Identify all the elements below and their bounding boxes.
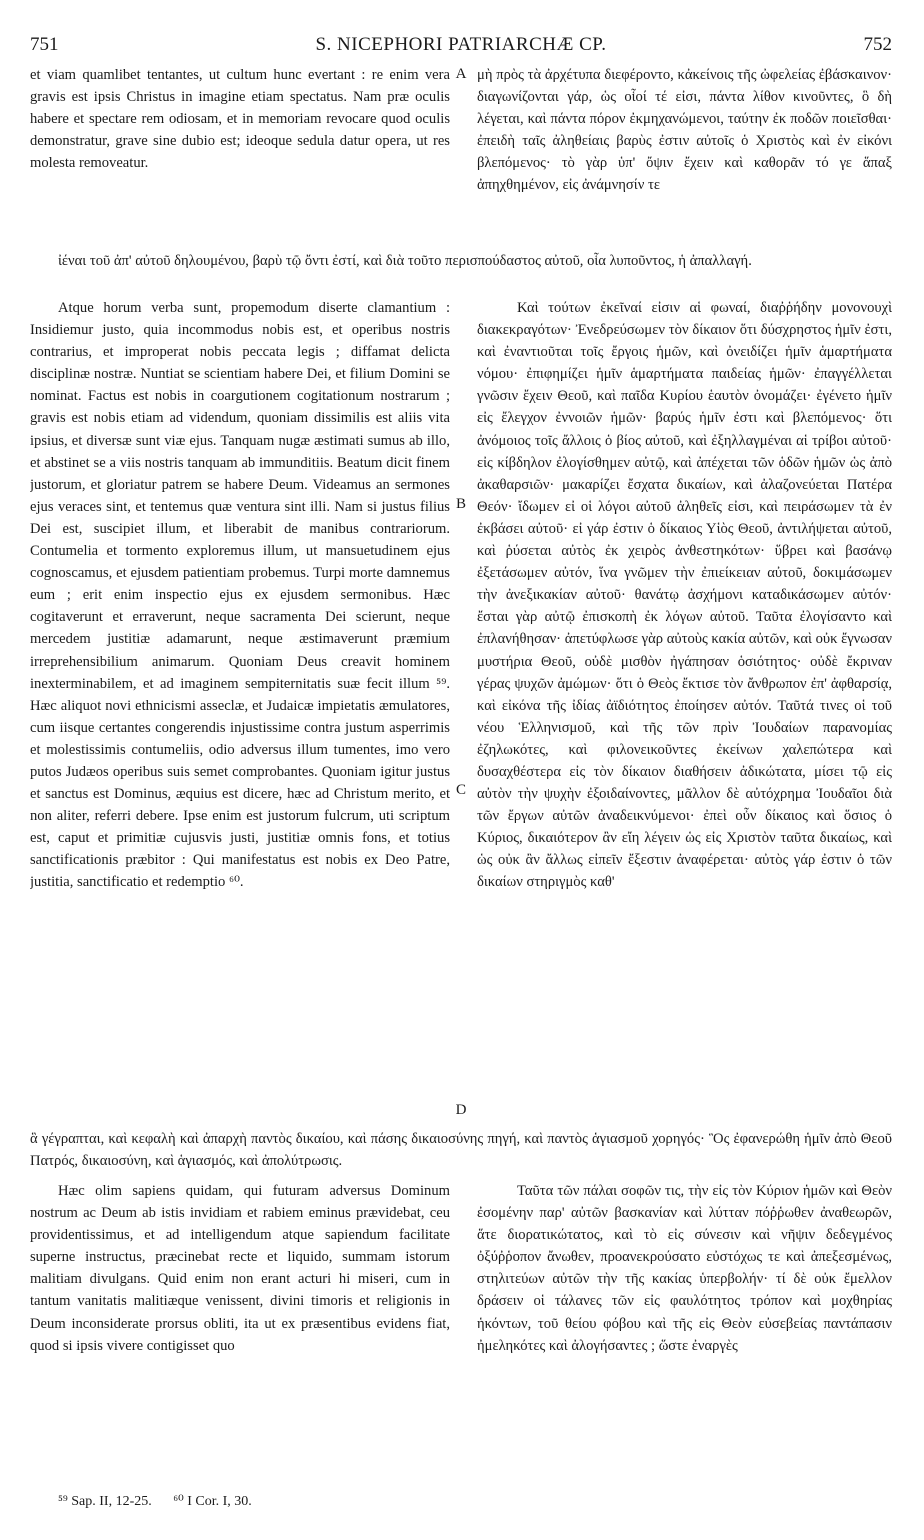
full-width-paragraph-2: ἃ γέγραπται, καὶ κεφαλὴ καὶ ἀπαρχὴ παντὸς δικαίου, καὶ πάσης δικαιοσύνης πηγή, καὶ παντὸς ἁγιασμοῦ χορηγός· Ὃς ἐφανερώθη ἡμῖν ἀπὸ Θεοῦ Πατρός, δικαιοσύνη, καὶ ἁγιασμός, καὶ ἀπολύτρωσις. (30, 1131, 892, 1170)
running-title: S. NICEPHORI PATRIARCHÆ CP. (315, 34, 607, 55)
section-mark-c: C (455, 782, 466, 798)
latin-column-paragraph-1: et viam quamlibet tentantes, ut cultum hunc evertant : re enim vera gravis est ipsis Christus in imagine etiam spectatus. Nam præ oculis habere et spectare rem odiosam, et in memoriam revocare quod oculis demonstratur, grave sine dubio est; ideoque sedula datur opera, ut res molesta removeatur. (30, 67, 450, 172)
page-number-left: 751 (30, 34, 59, 55)
footnote-60: ⁶⁰ I Cor. I, 30. (173, 1494, 252, 1509)
section-mark-b: B (455, 496, 466, 512)
section-mark-d: D (455, 1102, 467, 1118)
greek-column-paragraph-1: μὴ πρὸς τὰ ἀρχέτυπα διεφέροντο, κἀκείνοις τῆς ὠφελείας ἐβάσκαινον· διαγωνίζονται γάρ, ὡς οἷοί τέ εἰσι, πάντα λίθον κινοῦντες, ὃ δὴ λέγεται, καὶ πάντα πόρον ἐκμηχανώμενοι, ταύτην ἐκ ποδῶν ποιεῖσθαι· ἐπειδὴ ταῖς ἀληθείαις βαρὺς ἐστιν αὐτοῖς ὁ Χριστὸς καὶ ἐν εἰκόνι βλεπόμενος· τὸ γὰρ ὑπ' ὄψιν ἔχειν καὶ καθορᾶν τό γε ἅπαξ ἀπηχθημένον, εἰς ἀνάμνησίν τε (477, 67, 892, 194)
footnotes (58, 1493, 270, 1510)
latin-column-paragraph-2: Atque horum verba sunt, propemodum diserte clamantium : Insidiemur justo, quia incommodus nobis est, et operibus nostris contrarius, et improperat nobis peccata legis ; diffamat delicta disciplinæ nostræ. Nuntiat se scientiam habere Dei, et filium Domini se nominat. Factus est nobis in coargutionem cogitationum nostrarum ; gravis est nobis etiam ad videndum, quoniam dissimilis est aliis vita ipsius, et diversæ sunt viæ ejus. Tanquam nugæ æstimati sumus ab illo, et abstinet se a viis nostris tanquam ab immunditiis. Beatum dicit finem justorum, et gloriatur patrem se habere Deum. Videamus an sermones ejus veraces sint, et tentemus quæ ventura sint illi. Nam si justus filius Dei est, suscipiet illum, et liberabit de manibus contrariorum. Contumelia et tormento exploremus illum, ut mansuetudinem ejus cognoscamus, et ejusdem patientiam probemus. Turpi morte damnemus eum ; erit enim inspectio ejus ex ejusdem sermonibus. Hæc cogitaverunt et erraverunt, neque sacramenta Dei scierunt, neque mercedem justitiæ adamarunt, neque æstimaverunt præmium irreprehensibilium animarum. Quoniam Deus creavit hominem inexterminabilem, et ad imaginem sempiternitatis suæ fecit illum ⁵⁹. Hæc aliquot novi ethnicismi asseclæ, et Judaicæ impietatis æmulatores, cum iisque certantes congerendis injustissime contra justum asperrimis et molestissimis contumeliis, odio adversus illum tumentes, imo vero putos Judæos operibus suis semet comprobantes. Quoniam igitur justus et sanctus est Dominus, æquius est dicere, hæc ad Christum merito, et non aliter, referri debere. Ipse enim est justorum fulcrum, uti scriptum est, caput et primitiæ cujusvis justi, justitiæ omnis fons, et totius sanctificationis præbitor : Qui manifestatus est nobis ex Deo Patre, justitia, sanctificatio et redemptio ⁶⁰. (30, 300, 450, 891)
latin-column-paragraph-3: Hæc olim sapiens quidam, qui futuram adversus Dominum nostrum ac Deum ab istis invidiam et rabiem eminus prævidebat, ceu providentissimus, et ad intelligendum atque sapiendum facilitate superne instructus, præcinebat recte et liquido, summam istorum malitiam divulgans. Quid enim non erant acturi hi miseri, cum in tantum vanitatis malitiæque venissent, divini timoris et religionis in Deum inconsiderate prorsus obliti, ita ut ex præsentibus evidens fiat, quod si ipsis vivere contigisset quo (30, 1183, 450, 1354)
section-mark-a: A (455, 66, 467, 82)
page-number-right: 752 (863, 34, 892, 55)
running-header (30, 34, 892, 58)
footnote-59: ⁵⁹ Sap. II, 12-25. (58, 1494, 152, 1509)
greek-column-paragraph-3: Ταῦτα τῶν πάλαι σοφῶν τις, τὴν εἰς τὸν Κύριον ἡμῶν καὶ Θεὸν ἐσομένην παρ' αὐτῶν βασκανίαν καὶ λύτταν πόῤῥωθεν ἀναθεωρῶν, ἅτε διορατικώτατος, καὶ τὸ εἰς σύνεσιν καὶ νῆψιν δεδεγμένος ὀξύῤῥοπον ἄνωθεν, προανεκρούσατο εὐστόχως τε καὶ ἀπεξεσμένως, στηλιτεύων αὐτῶν τὴν τῆς κακίας ὑπερβολήν· τί δὲ οὐκ ἔμελλον δράσειν οἱ τάλανες τῶν εἰς φαυλότητος τρόπον καὶ μοχθηρίας ἡκόντων, τοῦ θείου φόβου καὶ τῆς εἰς Θεὸν εὐσεβείας παντάπασιν ἠμεληκότες καὶ ἀλογήσαντες ; ὥστε ἐναργὲς (477, 1183, 892, 1354)
full-width-paragraph-1: ἰέναι τοῦ ἀπ' αὐτοῦ δηλουμένου, βαρὺ τῷ ὄντι ἐστί, καὶ διὰ τοῦτο περισπούδαστος αὐτοῦ, οἷα λυποῦντος, ἡ ἀπαλλαγή. (58, 253, 752, 269)
greek-column-paragraph-2: Καὶ τούτων ἐκεῖναί εἰσιν αἱ φωναί, διαῤῥήδην μονονουχὶ διακεκραγότων· Ἐνεδρεύσωμεν τὸν δίκαιον ὅτι δύσχρηστος ἡμῖν ἐστι, καὶ ἐναντιοῦται τοῖς ἔργοις ἡμῶν, καὶ ὀνειδίζει ἡμῖν ἁμαρτήματα νόμου· ἐπιφημίζει ἡμῖν ἁμαρτήματα παιδείας ἡμῶν· ἐπαγγέλλεται γνῶσιν ἔχειν Θεοῦ, καὶ παῖδα Κυρίου ἑαυτὸν ὀνομάζει· ἐγένετο ἡμῖν εἰς ἔλεγχον ἐννοιῶν ἡμῶν· βαρύς ἡμῖν ἐστι καὶ βλεπόμενος· ὅτι ἀνόμοιος τοῖς ἄλλοις ὁ βίος αὐτοῦ, καὶ ἐξηλλαγμέναι αἱ τρίβοι αὐτοῦ· εἰς κίβδηλον ἐλογίσθημεν αὐτῷ, καὶ ἀπέχεται τῶν ὁδῶν ἡμῶν ὡς ἀπὸ ἀκαθαρσιῶν· μακαρίζει ἔσχατα δικαίων, καὶ ἀλαζονεύεται Πατέρα Θεόν· ἴδωμεν εἰ οἱ λόγοι αὐτοῦ ἀληθεῖς εἰσι, καὶ πειράσωμεν τὰ ἐν ἐκβάσει αὐτοῦ· εἰ γάρ ἐστιν ὁ δίκαιος Υἱὸς Θεοῦ, ἀντιλήψεται αὐτοῦ, καὶ ῥύσεται αὐτὸς ἐκ χειρὸς ἀνθεστηκότων· ὕβρει καὶ βασάνῳ ἐξετάσωμεν αὐτόν, ἵνα γνῶμεν τὴν ἐπιείκειαν αὐτοῦ, δοκιμάσωμεν τὴν ἀνεξικακίαν αὐτοῦ· θανάτῳ ἀσχήμονι καταδικάσωμεν αὐτόν· ἔσται γὰρ αὐτῷ ἐπισκοπὴ ἐκ λόγων αὐτοῦ. Ταῦτα ἐλογίσαντο καὶ ἐπλανήθησαν· ἀπετύφλωσε γὰρ αὐτοὺς κακία αὐτῶν, καὶ οὐκ ἔγνωσαν μυστήρια Θεοῦ, οὐδὲ μισθὸν ἠγάπησαν ὁσιότητος· οὐδὲ ἔκριναν γέρας ψυχῶν ἀμώμων· ὅτι ὁ Θεὸς ἔκτισε τὸν ἄνθρωπον ἐπ' ἀφθαρσίᾳ, καὶ εἰκόνα τῆς ἰδίας ἀϊδιότητος ἐποίησεν αὐτόν. Ταῦτά τινες οἱ τοῦ νέου Ἑλληνισμοῦ, καὶ τῆς τῶν πρὶν Ἰουδαίων παρανομίας ἐζηλωκότες, καὶ φιλονεικοῦντες ἐκείνων χαλεπώτερα καὶ δυσαχθέστερα εἰς τὸν δίκαιον διαθήσειν ἀδικώτατα, μίσει τῷ εἰς αὐτὸν τὴν ψυχὴν ἐξοιδαίνοντες, μᾶλλον δὲ αὐτόχρημα Ἰουδαῖοι διὰ τῶν ἔργων αὐτῶν ἀναδεικνύμενοι· ἐπεὶ οὖν δίκαιος καὶ ὅσιος ὁ Κύριος, δικαιότερον ἂν εἴη λέγειν ὡς εἰς Χριστὸν ταῦτα δικαίως, καὶ ὡς οὐκ ἂν ἄλλως εἰπεῖν ἔξεστιν ἀναφέρεται· αὐτὸς γάρ ἐστιν ὁ τῶν δικαίων στηριγμὸς καθ' (477, 300, 892, 891)
